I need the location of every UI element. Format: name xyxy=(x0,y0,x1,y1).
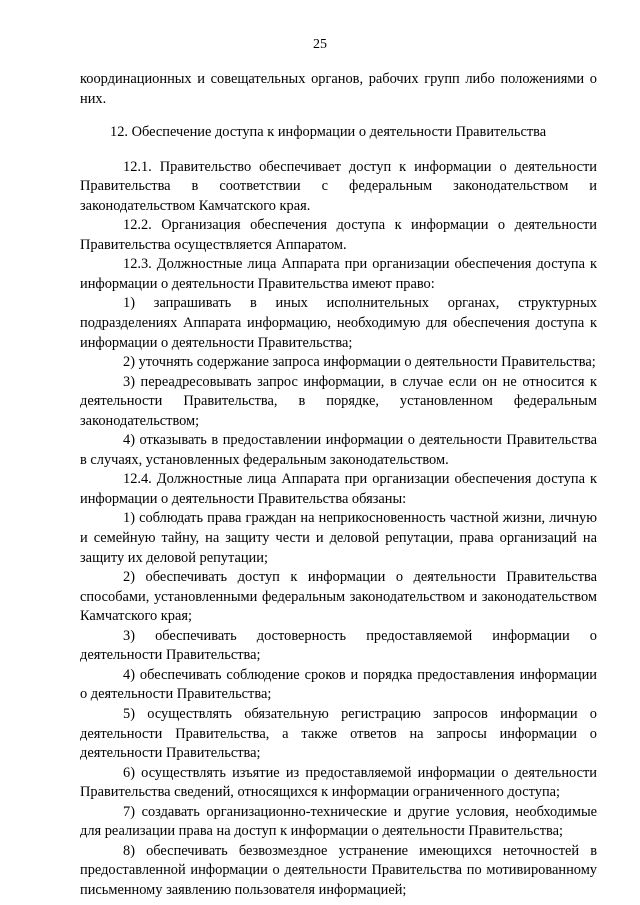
paragraph-12-4-item-3: 3) обеспечивать достоверность предоставляемой информации о деятельности Правительства; xyxy=(80,627,597,664)
paragraph-12-4-item-6: 6) осуществлять изъятие из предоставляемой информации о деятельности Правительства сведений, относящихся к информации ограниченного доступа; xyxy=(80,764,597,801)
paragraph-12-4-item-1: 1) соблюдать права граждан на неприкосновенность частной жизни, личную и семейную тайну, на защиту чести и деловой репутации, права организаций на защиту их деловой репутации; xyxy=(80,510,597,566)
paragraph-12-2: 12.2. Организация обеспечения доступа к информации о деятельности Правительства осуществляется Аппаратом. xyxy=(80,217,597,253)
intro-paragraph: координационных и совещательных органов, рабочих групп либо положениями о них. xyxy=(80,71,597,107)
paragraph-12-3-item-3: 3) переадресовывать запрос информации, в случае если он не относится к деятельности Правительства, в порядке, установленном федеральным законодательством; xyxy=(80,373,597,429)
paragraph-12-4-item-8: 8) обеспечивать безвозмездное устранение имеющихся неточностей в предоставленной информации о деятельности Правительства по мотивированному письменному заявлению пользователя информацией; xyxy=(80,842,597,898)
section-heading: 12. Обеспечение доступа к информации о деятельности Правительства xyxy=(110,124,547,141)
paragraph-12-4-item-2: 2) обеспечивать доступ к информации о деятельности Правительства способами, установленными федеральным законодательством и законодательством Камчатского края; xyxy=(80,569,597,625)
document-body xyxy=(80,70,597,900)
page-number: 25 xyxy=(313,37,327,52)
paragraph-12-4-item-7: 7) создавать организационно-технические и другие условия, необходимые для реализации права на доступ к информации о деятельности Правительства; xyxy=(80,803,597,840)
paragraph-12-1: 12.1. Правительство обеспечивает доступ к информации о деятельности Правительства в соответствии с федеральным законодательством и законодательством Камчатского края. xyxy=(80,158,597,214)
paragraph-12-4-item-5: 5) осуществлять обязательную регистрацию запросов информации о деятельности Правительства, а также ответов на запросы информации о деятельности Правительства; xyxy=(80,705,597,762)
paragraph-12-3-item-4: 4) отказывать в предоставлении информации о деятельности Правительства в случаях, установленных федеральным законодательством. xyxy=(80,432,597,468)
paragraph-12-3-item-2: 2) уточнять содержание запроса информации о деятельности Правительства; xyxy=(123,354,596,371)
paragraph-12-3: 12.3. Должностные лица Аппарата при организации обеспечения доступа к информации о деятельности Правительства имеют право: xyxy=(80,256,597,292)
paragraph-12-4-item-4: 4) обеспечивать соблюдение сроков и порядка предоставления информации о деятельности Правительства; xyxy=(80,666,597,703)
paragraph-12-4: 12.4. Должностные лица Аппарата при организации обеспечения доступа к информации о деятельности Правительства обязаны: xyxy=(80,471,597,507)
paragraph-12-3-item-1: 1) запрашивать в иных исполнительных органах, структурных подразделениях Аппарата информацию, необходимую для обеспечения доступа к информации о деятельности Правительства; xyxy=(80,295,597,351)
